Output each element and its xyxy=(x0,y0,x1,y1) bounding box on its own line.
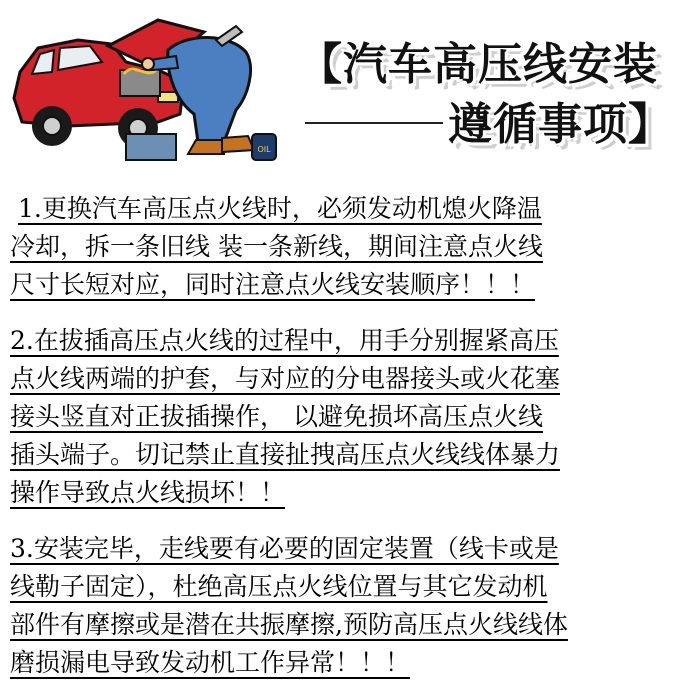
instruction-line: 磨损漏电导致发动机工作异常！！！ xyxy=(10,648,411,677)
instruction-line: 线勒子固定），杜绝高压点火线位置与其它发动机 xyxy=(10,572,548,601)
car-mechanic-illustration xyxy=(8,10,280,168)
instruction-item-3 xyxy=(10,530,694,682)
instruction-line: 3.安装完毕，走线要有必要的固定装置（线卡或是 xyxy=(10,534,559,563)
tool-stand xyxy=(126,134,176,160)
car-hubcap xyxy=(43,117,61,135)
instruction-item-2 xyxy=(10,322,694,512)
mechanic-shoe xyxy=(222,136,254,152)
engine-block xyxy=(120,70,160,96)
instruction-line: 尺寸长短对应，同时注意点火线安装顺序！！！ xyxy=(10,270,536,299)
instruction-line: 插头端子。切记禁止直接扯拽高压点火线线体暴力 xyxy=(10,440,561,469)
page-title-line2: 遵循事项】 xyxy=(448,99,673,150)
mechanic-shoe xyxy=(188,140,224,154)
instruction-line: 操作导致点火线损坏！！ xyxy=(10,478,286,507)
page-title-line1: 【汽车高压线安装 xyxy=(298,39,658,90)
instruction-line: 部件有摩擦或是潜在共振摩擦,预防高压点火线线体 xyxy=(10,610,568,639)
instruction-line: 接头竖直对正拔插操作， 以避免损坏高压点火线 xyxy=(10,402,543,431)
instruction-line: 2.在拔插高压点火线的过程中，用手分别握紧高压 xyxy=(10,326,559,355)
mechanic-hand xyxy=(142,58,154,70)
instruction-line: 点火线两端的护套，与对应的分电器接头或火花塞 xyxy=(10,364,561,393)
instruction-line: 1.更换汽车高压点火线时，必须发动机熄火降温 xyxy=(18,194,542,223)
title-divider xyxy=(305,122,443,124)
oil-can-label: OIL xyxy=(257,145,271,154)
instruction-line: 冷却，拆一条旧线 装一条新线，期间注意点火线 xyxy=(10,232,543,261)
mechanic-body xyxy=(168,37,251,142)
instruction-item-1 xyxy=(10,190,694,304)
